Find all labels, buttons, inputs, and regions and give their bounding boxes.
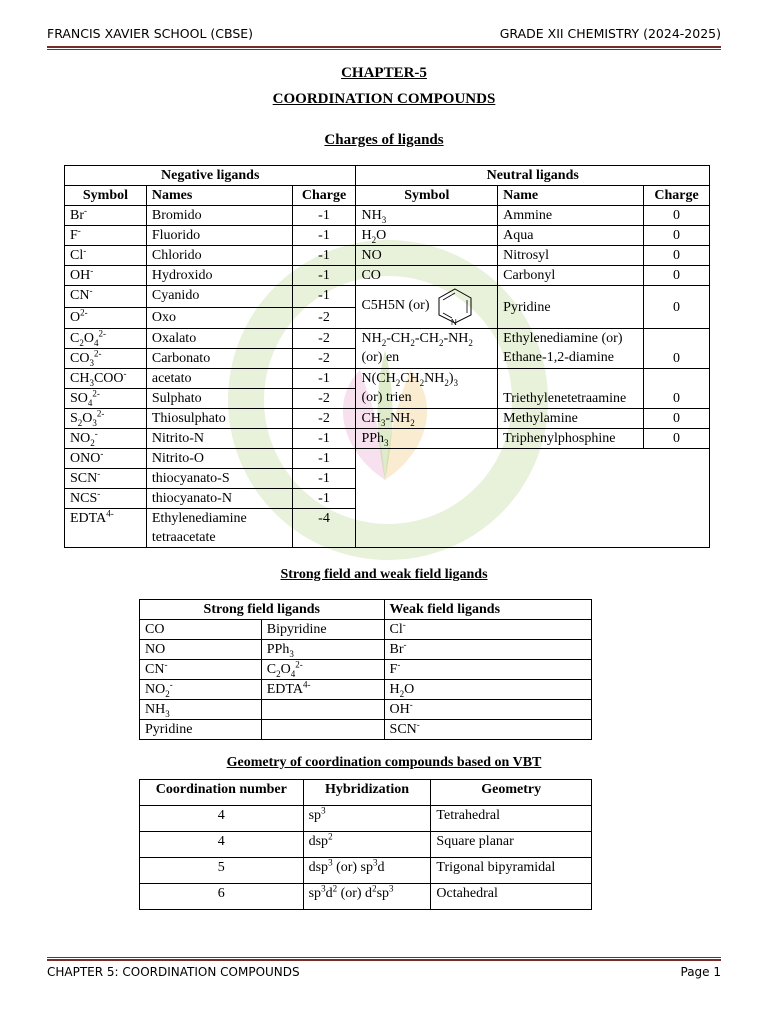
weak-ligand: F- [384,660,591,680]
ligand-name: Methylamine [498,409,644,429]
ligand-symbol: ONO- [65,449,147,469]
footer-rule [47,957,721,961]
table-row [65,409,710,429]
col-header: Name [498,186,644,206]
ligand-name: Oxalato [146,329,292,349]
ligand-charge: -1 [292,429,356,449]
en-name-2: Ethane-1,2-diamine [503,350,614,365]
ligand-charge: 0 [644,286,710,329]
strong-field-title: Strong field ligands [140,600,385,620]
ligand-name: Chlorido [146,246,292,266]
ligand-symbol: $CH_3-NH_2$ [356,409,498,429]
col-header: Names [146,186,292,206]
ligand-symbol: F- [65,226,147,246]
school-name: FRANCIS XAVIER SCHOOL (CBSE) [47,26,254,41]
hybridization: $sp^3d^2$ (or) $d^2sp^3$ [303,884,431,910]
table-row [65,266,710,286]
ethylenediamine-symbol: $NH_2-CH_2-CH_2-NH_2$ (or) en [356,329,498,369]
ligand-charge: 0 [644,266,710,286]
strong-ligand: NO [140,640,262,660]
col-header: Hybridization [303,780,431,806]
table-row [140,884,592,910]
col-header: Symbol [65,186,147,206]
weak-ligand: OH- [384,700,591,720]
coordination-number: 5 [140,858,304,884]
col-header: Symbol [356,186,498,206]
ligand-charge: -4 [292,509,356,548]
page-number: Page 1 [680,965,721,979]
field-ligands-heading: Strong field and weak field ligands [280,567,488,582]
ligand-charge: -1 [292,226,356,246]
ligand-charge: -1 [292,206,356,226]
vbt-heading: Geometry of coordination compounds based on VBT [226,755,542,770]
empty-cell [261,720,384,740]
en-name-1: Ethylenediamine (or) [503,331,623,346]
ligand-name: Carbonato [146,349,292,369]
ligand-charge: 0 [644,206,710,226]
weak-ligand: SCN- [384,720,591,740]
ligand-symbol: $H_2O$ [356,226,498,246]
ligand-name: Cyanido [146,286,292,308]
ligand-charge: -1 [292,369,356,389]
ligand-symbol: $EDTA^{4-}$ [65,509,147,548]
negative-ligands-title: Negative ligands [65,166,356,186]
table-row [65,246,710,266]
strong-ligand: PPh$_3$ [261,640,384,660]
ligand-symbol: Br- [65,206,147,226]
table-row [65,429,710,449]
page-footer [47,965,721,979]
ligand-name: thiocyanato-N [146,489,292,509]
pyridine-n-label: N [451,318,457,326]
geometry: Square planar [431,832,592,858]
ligand-charge: -1 [292,266,356,286]
ligand-name: Sulphato [146,389,292,409]
table-row [140,620,592,640]
ligand-name: Ammine [498,206,644,226]
geometry: Octahedral [431,884,592,910]
table-row [65,369,710,389]
ligand-charge: -2 [292,329,356,349]
ligand-charge: -1 [292,449,356,469]
ligand-charge: 0 [644,246,710,266]
table-row [65,449,710,469]
ligand-name: Nitrosyl [498,246,644,266]
en-or: (or) en [361,350,400,365]
table-row [65,329,710,349]
ligand-symbol: $CO_3^{2-}$ [65,349,147,369]
neutral-ligands-title: Neutral ligands [356,166,710,186]
ligand-name: Triphenylphosphine [498,429,644,449]
strong-ligand: CO [140,620,262,640]
ligand-charge: 0 [644,226,710,246]
ligand-symbol: CN- [65,286,147,308]
ligand-name: Ethylenediamine tetraacetate [146,509,292,548]
trien-or: (or) trien [361,390,412,405]
ligand-charge: -1 [292,489,356,509]
grade-label: GRADE XII CHEMISTRY (2024-2025) [499,26,721,41]
strong-ligand: $NO_2^-$ [140,680,262,700]
ligand-charge: -2 [292,349,356,369]
hybridization: dsp$^2$ [303,832,431,858]
col-header: Coordination number [140,780,304,806]
hybridization: dsp$^3$ (or) $sp^3d$ [303,858,431,884]
ligand-name: thiocyanato-S [146,469,292,489]
empty-cell [356,449,710,548]
ligand-charge: -2 [292,389,356,409]
geometry: Trigonal bipyramidal [431,858,592,884]
table-row [140,640,592,660]
table-row [140,700,592,720]
strong-ligand: Bipyridine [261,620,384,640]
ligand-symbol: $NO_2^-$ [65,429,147,449]
ligand-symbol: NCS- [65,489,147,509]
ligand-charge: -1 [292,246,356,266]
topic-title: COORDINATION COMPOUNDS [272,91,496,107]
ligand-name: Carbonyl [498,266,644,286]
ligand-symbol: $C_2O_4^{2-}$ [65,329,147,349]
ligand-name: Hydroxido [146,266,292,286]
col-header: Charge [292,186,356,206]
ligand-charge: 0 [644,429,710,449]
ligand-charge: -1 [292,469,356,489]
table-row [140,660,592,680]
pyridine-symbol [356,286,498,329]
ligand-symbol: OH- [65,266,147,286]
pyridine-formula: C5H5N (or) [361,298,430,314]
strong-ligand: CN- [140,660,262,680]
ligand-name: Triethylenetetraamine [498,369,644,409]
ligand-name: acetato [146,369,292,389]
strong-ligand: Pyridine [140,720,262,740]
ligand-symbol: Cl- [65,246,147,266]
weak-field-title: Weak field ligands [384,600,591,620]
weak-ligand: Cl- [384,620,591,640]
chapter-title: CHAPTER-5 [341,65,427,81]
ligand-symbol: PPh$_3$ [356,429,498,449]
table-row [140,680,592,700]
col-header: Charge [644,186,710,206]
ligand-charge: -2 [292,409,356,429]
strong-ligand: $C_2O_4^{2-}$ [261,660,384,680]
ligand-name: Bromido [146,206,292,226]
ligand-charges-table [64,165,710,548]
pyridine-ring-icon [433,286,477,326]
ligand-symbol: $O^{2-}$ [65,307,147,329]
ligand-name: Fluorido [146,226,292,246]
ligand-charge: 0 [644,369,710,409]
ligand-symbol: CO [356,266,498,286]
table-row [140,858,592,884]
empty-cell [261,700,384,720]
ligand-charges-heading: Charges of ligands [324,132,444,148]
ligand-name: Nitrito-O [146,449,292,469]
ligand-name [498,329,644,369]
ligand-symbol: $NH_3$ [356,206,498,226]
coordination-number: 4 [140,832,304,858]
hybridization: $sp^3$ [303,806,431,832]
table-row [65,206,710,226]
geometry: Tetrahedral [431,806,592,832]
ligand-charge: 0 [644,409,710,429]
field-ligands-table [139,599,592,740]
ligand-name: Pyridine [498,286,644,329]
ligand-symbol: NO [356,246,498,266]
coordination-number: 4 [140,806,304,832]
col-header: Geometry [431,780,592,806]
strong-ligand: $NH_3$ [140,700,262,720]
table-row [65,226,710,246]
footer-chapter: CHAPTER 5: COORDINATION COMPOUNDS [47,965,300,979]
strong-ligand: $EDTA^{4-}$ [261,680,384,700]
ligand-charge: -2 [292,307,356,329]
vbt-table [139,779,592,910]
table-row [65,286,710,308]
table-row [140,720,592,740]
ligand-name: Aqua [498,226,644,246]
ligand-name: Thiosulphato [146,409,292,429]
ligand-name: Nitrito-N [146,429,292,449]
page-header [47,26,721,46]
trien-symbol: $N(CH_2CH_2NH_2)_3$ (or) trien [356,369,498,409]
table-row [140,832,592,858]
ligand-symbol: $S_2O_3^{2-}$ [65,409,147,429]
coordination-number: 6 [140,884,304,910]
header-rule [47,46,721,50]
ligand-charge: 0 [644,329,710,369]
weak-ligand: Br- [384,640,591,660]
ligand-symbol: $CH_3COO^-$ [65,369,147,389]
ligand-symbol: SCN- [65,469,147,489]
table-row [140,806,592,832]
ligand-name: Oxo [146,307,292,329]
weak-ligand: $H_2O$ [384,680,591,700]
ligand-charge: -1 [292,286,356,308]
ligand-symbol: $SO_4^{2-}$ [65,389,147,409]
